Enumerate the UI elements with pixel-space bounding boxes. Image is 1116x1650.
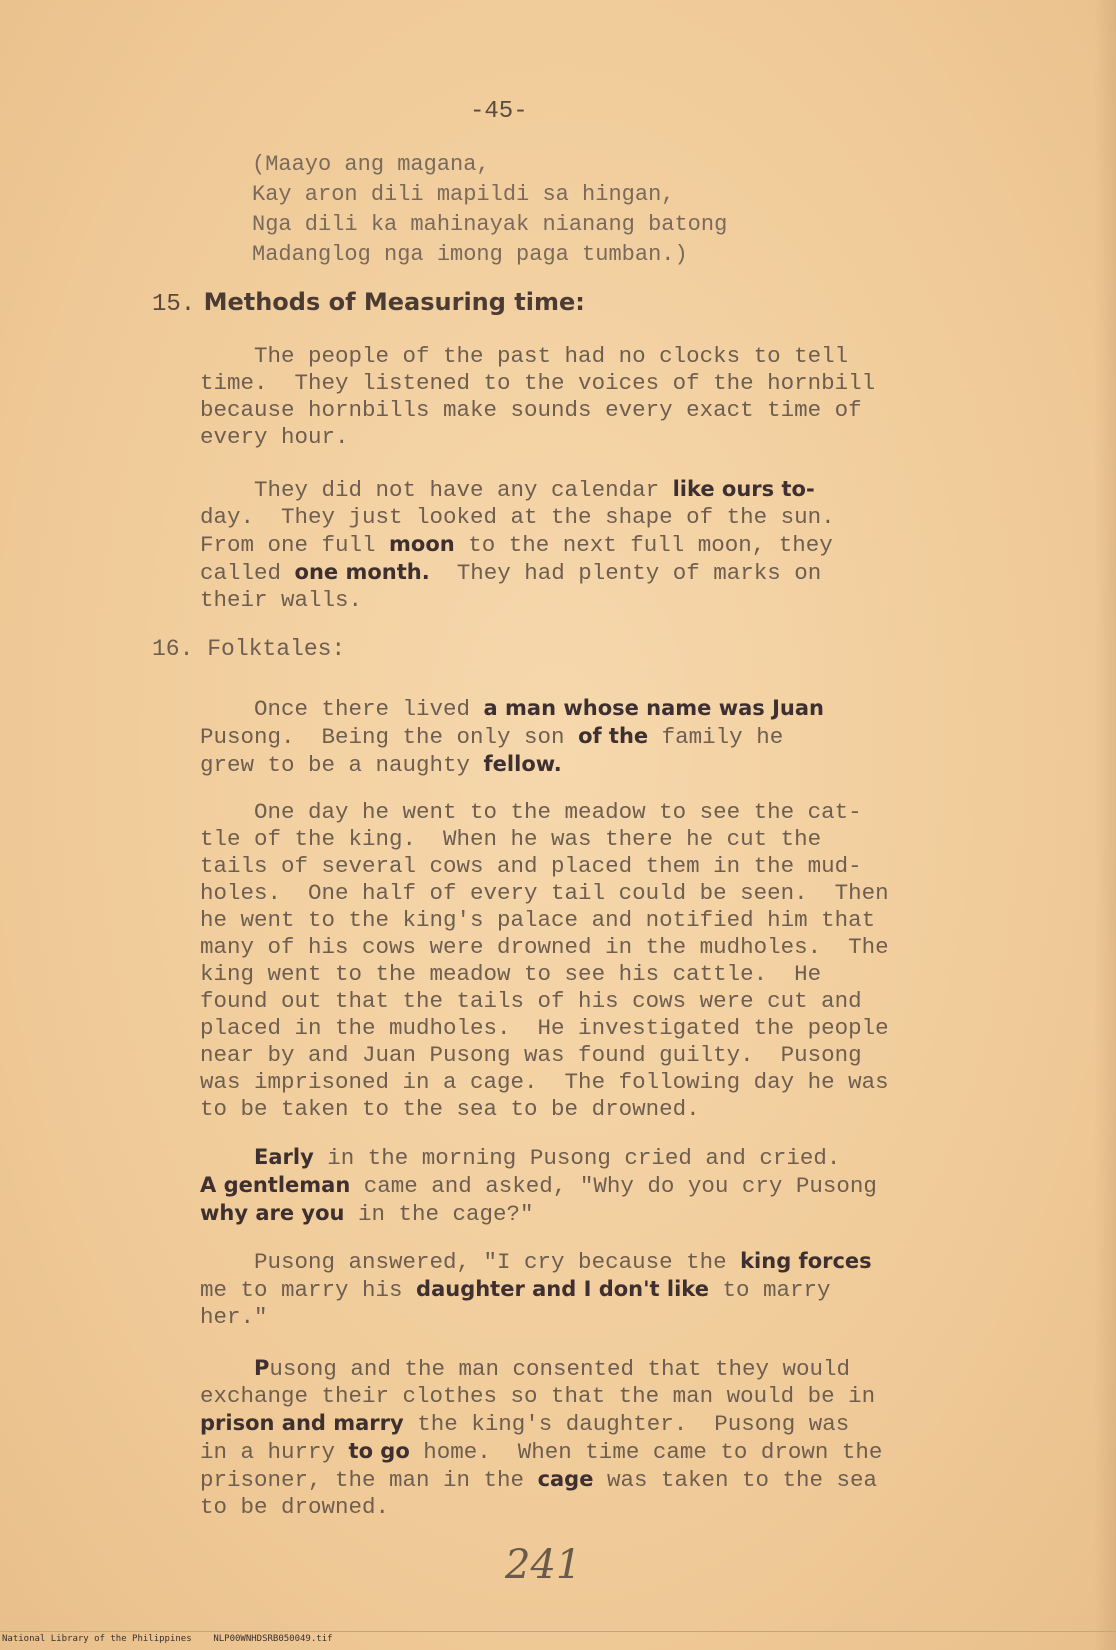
text-line <box>200 695 824 723</box>
text-line: exchange their clothes so that the man would be in <box>200 1383 876 1409</box>
typed-text: They had plenty of marks on <box>429 560 822 586</box>
ink-correction: king forces <box>740 1249 872 1273</box>
poem-line: Nga dili ka mahinayak nianang batong <box>252 212 728 237</box>
text-line: their walls. <box>200 587 363 613</box>
text-line: The people of the past had no clocks to tell <box>200 343 849 369</box>
footer-divider <box>0 1631 1116 1632</box>
page-edge-shadow <box>1094 0 1116 1650</box>
text-line: every hour. <box>200 424 349 450</box>
text-line <box>200 559 835 587</box>
typed-text: called <box>200 560 295 586</box>
poem-line: Madanglog nga imong paga tumban.) <box>252 242 688 267</box>
text-line: king went to the meadow to see his cattle. He <box>200 961 822 987</box>
typed-text: to marry <box>708 1277 831 1303</box>
text-line <box>200 1200 877 1228</box>
text-line: tails of several cows and placed them in the mud- <box>200 853 862 879</box>
paragraph-measuring-time <box>200 343 875 451</box>
ink-correction: A gentleman <box>200 1173 351 1197</box>
text-line: day. They just looked at the shape of the sun. <box>200 504 835 530</box>
typed-text <box>200 1356 254 1382</box>
paragraph-pusong-answer <box>200 1248 872 1331</box>
text-line <box>200 1276 872 1304</box>
typed-text: They did not have any calendar <box>200 477 673 503</box>
ink-correction: one month. <box>294 560 430 584</box>
text-line: One day he went to the meadow to see the cat- <box>200 799 862 825</box>
ink-correction: fellow. <box>483 752 562 776</box>
paragraph-exchange-clothes <box>200 1355 882 1521</box>
typed-text: Pusong. Being the only son <box>200 724 579 750</box>
poem-block <box>252 150 727 270</box>
poem-line: Kay aron dili mapildi sa hingan, <box>252 182 675 207</box>
typed-text: me to marry his <box>200 1277 417 1303</box>
typed-text: family he <box>648 724 784 750</box>
section-15-heading <box>152 288 585 318</box>
ink-correction: to go <box>348 1439 410 1463</box>
text-line: was imprisoned in a cage. The following day he was <box>200 1069 889 1095</box>
paragraph-cattle <box>200 799 889 1123</box>
text-line <box>200 1438 882 1466</box>
typed-text: prisoner, the man in the <box>200 1467 538 1493</box>
text-line <box>200 1248 872 1276</box>
ink-correction: Early <box>254 1145 314 1169</box>
paragraph-calendar <box>200 476 835 614</box>
section-16-heading: 16. Folktales: <box>152 636 346 662</box>
text-line <box>200 1466 882 1494</box>
text-line: placed in the mudholes. He investigated the people <box>200 1015 889 1041</box>
text-line: holes. One half of every tail could be seen. Then <box>200 880 889 906</box>
ink-correction: a man whose name was Juan <box>483 696 824 720</box>
paragraph-gentleman <box>200 1144 877 1228</box>
typed-text: From one full <box>200 532 390 558</box>
text-line <box>200 1172 877 1200</box>
text-line <box>200 1355 882 1383</box>
typed-text: home. When time came to drown the <box>409 1439 883 1465</box>
page-number: -45- <box>470 98 528 125</box>
ink-correction: why are you <box>200 1201 345 1225</box>
typed-text: in a hurry <box>200 1439 349 1465</box>
text-line: time. They listened to the voices of the hornbill <box>200 370 876 396</box>
section-title: Methods of Measuring time: <box>203 288 585 316</box>
ink-correction: P <box>254 1356 270 1380</box>
text-line: to be drowned. <box>200 1494 390 1520</box>
handwritten-page-number: 241 <box>505 1542 582 1588</box>
text-line: near by and Juan Pusong was found guilty. Pusong <box>200 1042 862 1068</box>
text-line <box>200 1144 877 1172</box>
scan-footer: National Library of the Philippines NLP00WNHDSRB050049.tif <box>2 1634 333 1644</box>
text-line: to be taken to the sea to be drowned. <box>200 1096 700 1122</box>
text-line: her." <box>200 1304 268 1330</box>
paragraph-juan-pusong-intro <box>200 695 824 779</box>
text-line <box>200 1410 882 1438</box>
typed-text: to the next full moon, they <box>454 532 833 558</box>
typed-text: the king's daughter. Pusong was <box>403 1411 850 1437</box>
text-line <box>200 476 835 504</box>
text-line: many of his cows were drowned in the mudholes. The <box>200 934 889 960</box>
text-line: found out that the tails of his cows were cut and <box>200 988 862 1014</box>
typed-text: Pusong answered, "I cry because the <box>200 1249 741 1275</box>
ink-correction: like ours to- <box>672 477 815 501</box>
typed-text: grew to be a naughty <box>200 752 484 778</box>
typed-text: Once there lived <box>200 696 484 722</box>
typed-text: was taken to the sea <box>593 1467 878 1493</box>
text-line <box>200 723 824 751</box>
ink-correction: of the <box>578 724 649 748</box>
poem-line: (Maayo ang magana, <box>252 152 490 177</box>
ink-correction: moon <box>389 532 455 556</box>
typed-text: came and asked, "Why do you cry Pusong <box>350 1173 877 1199</box>
ink-correction: cage <box>537 1467 594 1491</box>
text-line <box>200 751 824 779</box>
typed-text: usong and the man consented that they would <box>269 1356 851 1382</box>
typed-text: in the morning Pusong cried and cried. <box>313 1145 841 1171</box>
text-line: he went to the king's palace and notified him that <box>200 907 876 933</box>
typed-text <box>200 1145 254 1171</box>
ink-correction: prison and marry <box>200 1411 404 1435</box>
section-number: 15. <box>152 291 196 318</box>
text-line: tle of the king. When he was there he cut the <box>200 826 822 852</box>
text-line <box>200 531 835 559</box>
text-line: because hornbills make sounds every exact time of <box>200 397 862 423</box>
ink-correction: daughter and I don't like <box>416 1277 709 1301</box>
typed-text: in the cage?" <box>344 1201 534 1227</box>
